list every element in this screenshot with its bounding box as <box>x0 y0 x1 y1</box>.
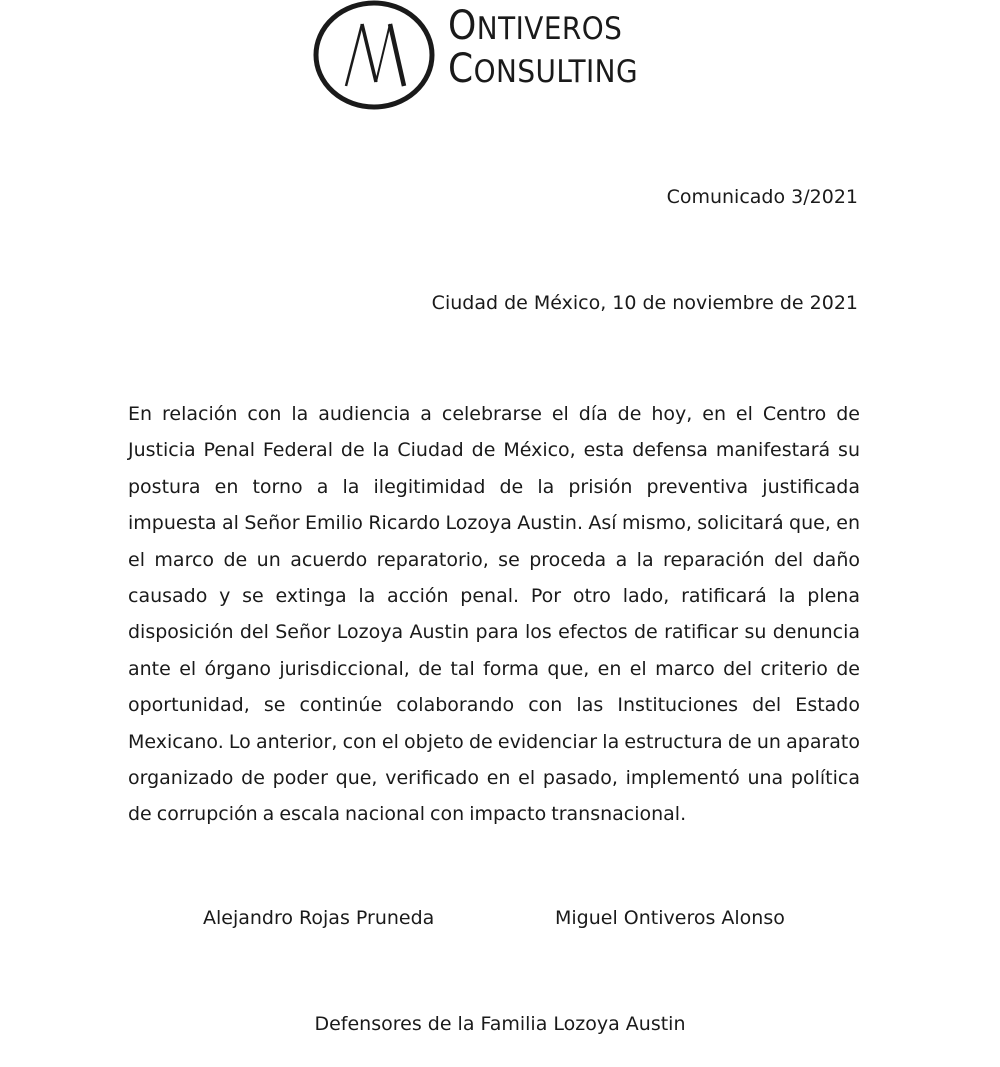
logo-line-2 <box>448 46 639 92</box>
logo-rest-onsulting: ONSULTING <box>473 54 639 90</box>
logo-line-1 <box>448 3 638 49</box>
logo-initial-c: C <box>448 46 474 92</box>
body-paragraph: En relación con la audiencia a celebrarse el día de hoy, en el Centro de Justicia Penal Federal de la Ciudad de México, esta defensa manifestará su postura en torno a la ilegitimidad de la prisión preventiva justificada impuesta al Señor Emilio Ricardo Lozoya Austin. Así mismo, solicitará que, en el marco de un acuerdo reparatorio, se proceda a la reparación del daño causado y se extinga la acción penal. Por otro lado, ratificará la plena disposición del Señor Lozoya Austin para los efectos de ratificar su denuncia ante el órgano jurisdiccional, de tal forma que, en el marco del criterio de oportunidad, se continúe colaborando con las Instituciones del Estado Mexicano. Lo anterior, con el objeto de evidenciar la estructura de un aparato organizado de poder que, verificado en el pasado, implementó una política de corrupción a escala nacional con impacto transnacional. <box>128 403 860 826</box>
company-logo <box>310 0 690 112</box>
signatory-ontiveros: Miguel Ontiveros Alonso <box>555 907 785 929</box>
signatory-rojas: Alejandro Rojas Pruneda <box>203 907 435 929</box>
signature-footer: Defensores de la Familia Lozoya Austin <box>314 1013 686 1035</box>
place-and-date: Ciudad de México, 10 de noviembre de 2021 <box>431 292 858 314</box>
signatures-row <box>0 907 1000 937</box>
logo-wordmark <box>448 3 659 92</box>
monogram-circle-icon <box>310 0 440 112</box>
logo-initial-o: O <box>448 3 477 49</box>
logo-rest-ntiveros: NTIVEROS <box>476 11 623 47</box>
communique-number: Comunicado 3/2021 <box>666 186 858 208</box>
